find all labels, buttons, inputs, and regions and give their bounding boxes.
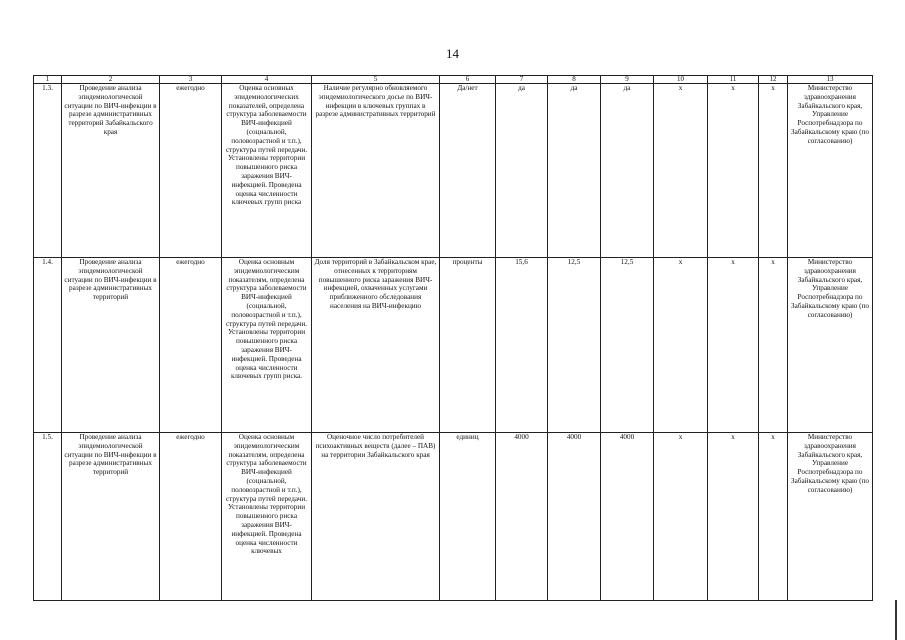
value-cell: 4000 (548, 433, 601, 601)
table-row (34, 258, 873, 433)
result-cell: Оценка основных эпидемиологических показателей, определена структура заболеваемости ВИЧ-инфекцией (социальной, половозрастной и т.п.), структура путей передачи. Установлены территории повышенного риска заражения ВИЧ-инфекцией. Проведена оценка численности ключевых групп риска (222, 84, 312, 258)
unit-cell: Да/нет (440, 84, 496, 258)
column-header: 9 (601, 76, 654, 84)
value-cell: да (548, 84, 601, 258)
column-header: 1 (34, 76, 62, 84)
program-table (33, 75, 873, 601)
measure-cell: Проведение анализа эпидемиологической ситуации по ВИЧ-инфекции в разрезе административных территорий Забайкальского края (62, 84, 160, 258)
column-header: 3 (160, 76, 222, 84)
measure-cell: Проведение анализа эпидемиологической ситуации по ВИЧ-инфекции в разрезе административных территорий (62, 433, 160, 601)
scan-edge-mark (895, 600, 897, 640)
value-cell: да (496, 84, 548, 258)
value-cell: х (708, 258, 759, 433)
executor-cell: Министерство здравоохранения Забайкальского края, Управление Роспотребнадзора по Забайкальскому краю (по согласованию) (788, 84, 873, 258)
value-cell: 12,5 (601, 258, 654, 433)
column-header: 8 (548, 76, 601, 84)
unit-cell: проценты (440, 258, 496, 433)
value-cell: 12,5 (548, 258, 601, 433)
value-cell: х (759, 84, 788, 258)
indicator-cell: Наличие регулярно обновляемого эпидемиологического досье по ВИЧ-инфекции в ключевых группах в разрезе административных территорий (312, 84, 440, 258)
value-cell: х (759, 258, 788, 433)
column-header: 5 (312, 76, 440, 84)
result-cell: Оценка основным эпидемиологическим показателям, определена структура заболеваемости ВИЧ-инфекцией (социальной, половозрастной и т.п.), структура путей передачи. Установлены территории повышенного риска заражения ВИЧ-инфекцией. Проведена оценка численности ключевых (222, 433, 312, 601)
indicator-cell: Оценочное число потребителей психоактивных веществ (далее – ПАВ) на территории Забайкальского края (312, 433, 440, 601)
unit-cell: единиц (440, 433, 496, 601)
table-row (34, 84, 873, 258)
column-header: 4 (222, 76, 312, 84)
period-cell: ежегодно (160, 433, 222, 601)
row-number: 1.3. (34, 84, 62, 258)
value-cell: 4000 (601, 433, 654, 601)
value-cell: х (654, 433, 708, 601)
row-number: 1.5. (34, 433, 62, 601)
period-cell: ежегодно (160, 84, 222, 258)
value-cell: х (759, 433, 788, 601)
column-header: 11 (708, 76, 759, 84)
measure-cell: Проведение анализа эпидемиологической ситуации по ВИЧ-инфекции в разрезе административных территорий (62, 258, 160, 433)
value-cell: х (654, 258, 708, 433)
column-header: 2 (62, 76, 160, 84)
value-cell: х (654, 84, 708, 258)
indicator-cell: Доля территорий в Забайкальском крае, отнесенных к территориям повышенного риска заражения ВИЧ-инфекцией, охваченных услугами приближенного обследования населения на ВИЧ-инфекцию (312, 258, 440, 433)
value-cell: 4000 (496, 433, 548, 601)
executor-cell: Министерство здравоохранения Забайкальского края, Управление Роспотребнадзора по Забайкальскому краю (по согласованию) (788, 258, 873, 433)
column-header: 12 (759, 76, 788, 84)
value-cell: да (601, 84, 654, 258)
value-cell: 15,6 (496, 258, 548, 433)
column-header: 6 (440, 76, 496, 84)
row-number: 1.4. (34, 258, 62, 433)
period-cell: ежегодно (160, 258, 222, 433)
result-cell: Оценка основным эпидемиологическим показателям, определена структура заболеваемости ВИЧ-инфекцией (социальной, половозрастной и т.п.), структура путей передачи. Установлены территории повышенного риска заражения ВИЧ-инфекцией. Проведена оценка численности ключевых групп риска. (222, 258, 312, 433)
column-header: 13 (788, 76, 873, 84)
page-number: 14 (446, 46, 459, 61)
column-header: 7 (496, 76, 548, 84)
value-cell: х (708, 84, 759, 258)
table-row (34, 433, 873, 601)
column-header: 10 (654, 76, 708, 84)
value-cell: х (708, 433, 759, 601)
column-number-row (34, 76, 873, 84)
executor-cell: Министерство здравоохранения Забайкальского края, Управление Роспотребнадзора по Забайкальскому краю (по согласованию) (788, 433, 873, 601)
